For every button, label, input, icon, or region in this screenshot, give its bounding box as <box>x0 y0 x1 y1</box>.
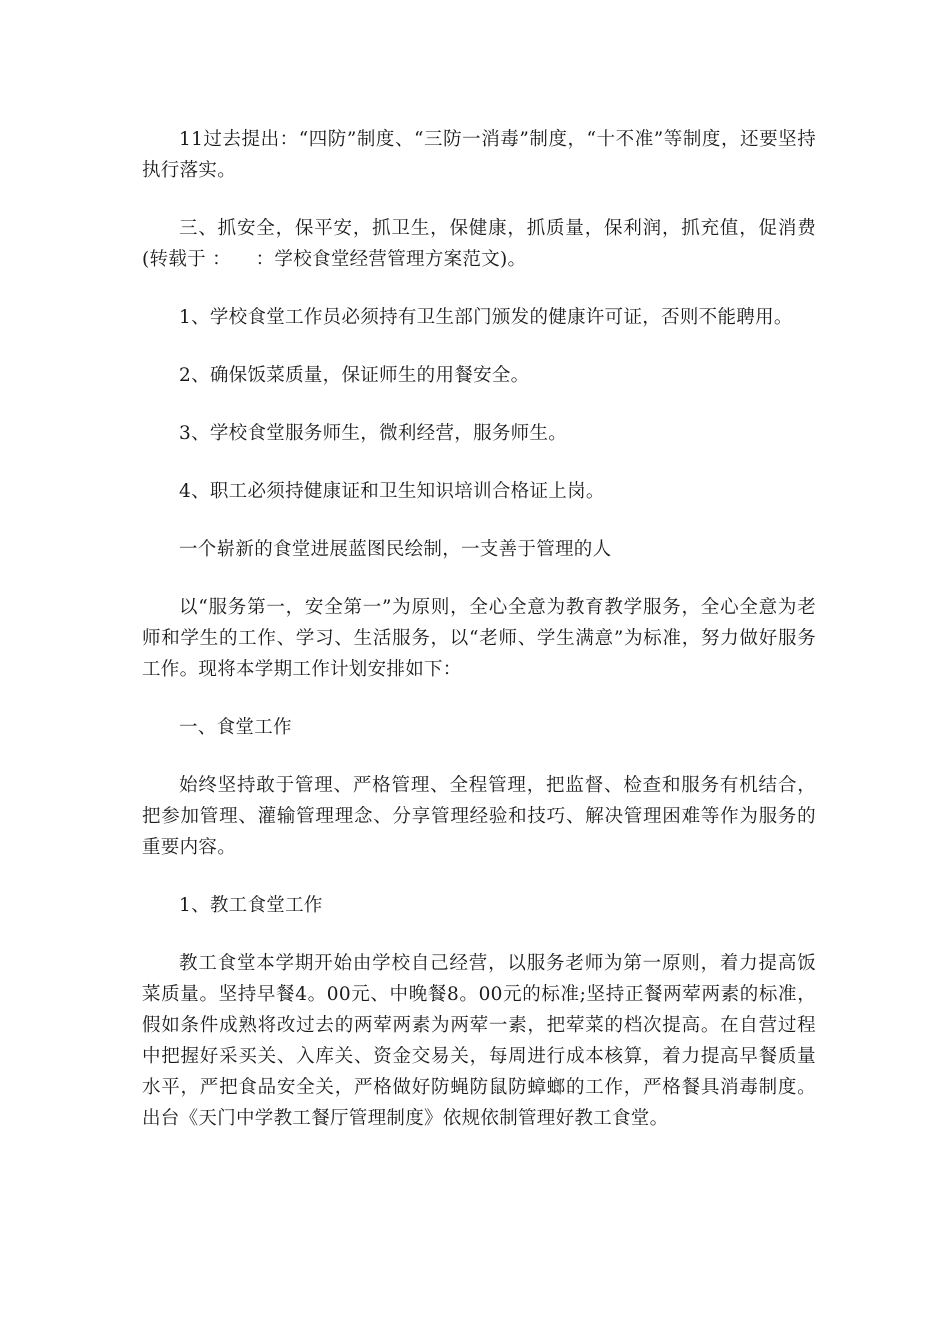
paragraph-item-2-food-quality: 2、确保饭菜质量，保证师生的用餐安全。 <box>179 365 530 386</box>
paragraph-principles: 以“服务第一，安全第一”为原则，全心全意为教育教学服务，全心全意为老师和学生的工作、学习、生活服务，以“老师、学生满意”为标准，努力做好服务工作。现将本学期工作计划安排如下： <box>142 597 816 680</box>
paragraph-staff-canteen-details: 教工食堂本学期开始由学校自己经营，以服务老师为第一原则，着力提高饭菜质量。坚持早餐4。00元、中晚餐8。00元的标准;坚持正餐两荤两素的标准，假如条件成熟将改过去的两荤两素为两荤一素，把荤菜的档次提高。在自营过程中把握好采买关、入库关、资金交易关，每周进行成本核算，着力提高早餐质量水平，严把食品安全关，严格做好防蝇防鼠防蟑螂的工作，严格餐具消毒制度。出台《天门中学教工餐厅管理制度》依规依制管理好教工食堂。 <box>142 953 816 1129</box>
subsection-heading-staff-canteen: 1、教工食堂工作 <box>179 895 323 916</box>
paragraph-section-three-heading: 三、抓安全，保平安，抓卫生，保健康，抓质量，保利润，抓充值，促消费(转载于 ： ：学校食堂经营管理方案范文)。 <box>142 218 816 270</box>
paragraph-management: 始终坚持敢于管理、严格管理、全程管理，把监督、检查和服务有机结合，把参加管理、灌输管理理念、分享管理经验和技巧、解决管理困难等作为服务的重要内容。 <box>142 775 816 858</box>
paragraph-item-4-certificates: 4、职工必须持健康证和卫生知识培训合格证上岗。 <box>179 481 605 502</box>
document-page <box>142 124 816 1134</box>
paragraph-item-3-service: 3、学校食堂服务师生，微利经营，服务师生。 <box>179 423 568 444</box>
paragraph-blueprint: 一个崭新的食堂进展蓝图民绘制，一支善于管理的人 <box>179 539 612 560</box>
paragraph-item-1-health-permit: 1、学校食堂工作员必须持有卫生部门颁发的健康许可证，否则不能聘用。 <box>179 307 793 328</box>
paragraph-policy-followup: 11过去提出：“四防”制度、“三防一消毒”制度，“十不准”等制度，还要坚持执行落实。 <box>142 129 816 181</box>
section-heading-canteen-work: 一、食堂工作 <box>179 717 292 738</box>
